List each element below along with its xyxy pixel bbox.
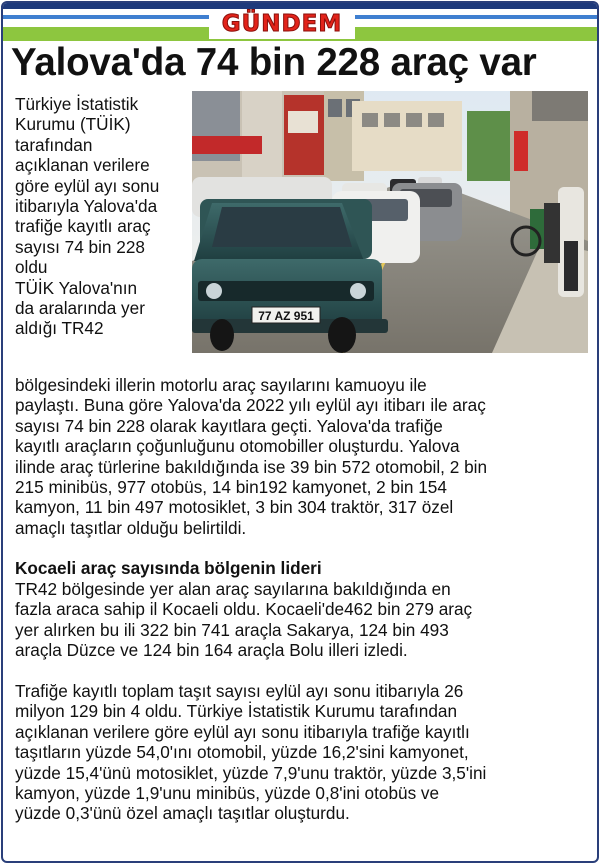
- license-plate: 77 AZ 951: [258, 309, 314, 323]
- paragraph-totals: [15, 681, 591, 824]
- text-line: araçla Düzce ve 124 bin 164 araçla Bolu illeri izledi.: [15, 640, 408, 661]
- article-card: [1, 1, 599, 863]
- text-line: oldu: [15, 257, 48, 278]
- text-line: açıklanan verilere: [15, 155, 150, 176]
- text-line: göre eylül ayı sonu: [15, 175, 160, 196]
- text-line: sayısı 74 bin 228: [15, 236, 145, 257]
- section-label: GÜNDEM: [221, 10, 343, 37]
- intro-column: [15, 94, 187, 339]
- text-line: yer alırken bu ili 322 bin 741 araçla Sakarya, 124 bin 493: [15, 619, 449, 640]
- text-line: amaçlı taşıtlar olduğu belirtildi.: [15, 517, 247, 538]
- section-label-box: [209, 9, 355, 39]
- text-line: kayıtlı araçların çoğunluğunu otomobiller oluşturdu. Yalova: [15, 436, 460, 457]
- text-line: milyon 129 bin 4 oldu. Türkiye İstatistik Kurumu tarafından: [15, 701, 458, 722]
- article-photo: [192, 91, 588, 353]
- text-line: taşıtların yüzde 54,0'ını otomobil, yüzde 16,2'sini kamyonet,: [15, 742, 469, 763]
- section-header-band: [3, 3, 597, 45]
- text-line: kamyon, yüzde 1,9'unu minibüs, yüzde 0,8'ini otobüs ve: [15, 783, 440, 804]
- text-line: fazla araca sahip il Kocaeli oldu. Kocaeli'de462 bin 279 araç: [15, 599, 473, 620]
- text-line: paylaştı. Buna göre Yalova'da 2022 yılı eylül ayı itibarı ile araç: [15, 395, 486, 416]
- text-line: sayısı 74 bin 228 olarak kayıtlara geçti. Yalova'da trafiğe: [15, 415, 443, 436]
- headline: Yalova'da 74 bin 228 araç var: [11, 41, 537, 84]
- paragraph-kocaeli: [15, 579, 591, 661]
- text-line: yüzde 0,3'ünü özel amaçlı taşıtlar oluşturdu.: [15, 803, 350, 824]
- text-line: yüzde 15,4'ünü motosiklet, yüzde 7,9'unu traktör, yüzde 3,5'ini: [15, 762, 487, 783]
- subheading: Kocaeli araç sayısında bölgenin lideri: [15, 558, 322, 578]
- text-line: tarafından: [15, 134, 93, 155]
- paragraph-body: [15, 375, 591, 538]
- text-line: bölgesindeki illerin motorlu araç sayılarını kamuoyu ile: [15, 375, 427, 395]
- text-line: TÜİK Yalova'nın: [15, 277, 138, 298]
- text-line: itibarıyla Yalova'da: [15, 196, 158, 217]
- text-line: ilinde araç türlerine bakıldığında ise 39 bin 572 otomobil, 2 bin: [15, 456, 488, 477]
- text-line: Kurumu (TÜİK): [15, 114, 131, 135]
- text-line: Türkiye İstatistik: [15, 94, 139, 114]
- text-line: açıklanan verilere göre eylül ayı sonu itibarıyla trafiğe kayıtlı: [15, 721, 470, 742]
- text-line: da aralarında yer: [15, 298, 145, 319]
- text-line: kamyon, 11 bin 497 motosiklet, 3 bin 304 traktör, 317 özel: [15, 497, 454, 518]
- text-line: TR42 bölgesinde yer alan araç sayılarına bakıldığında en: [15, 579, 451, 599]
- text-line: trafiğe kayıtlı araç: [15, 216, 151, 237]
- text-line: Trafiğe kayıtlı toplam taşıt sayısı eylül ayı sonu itibarıyla 26: [15, 681, 464, 701]
- text-line: 215 minibüs, 977 otobüs, 14 bin192 kamyonet, 2 bin 154: [15, 477, 447, 498]
- text-line: aldığı TR42: [15, 318, 104, 339]
